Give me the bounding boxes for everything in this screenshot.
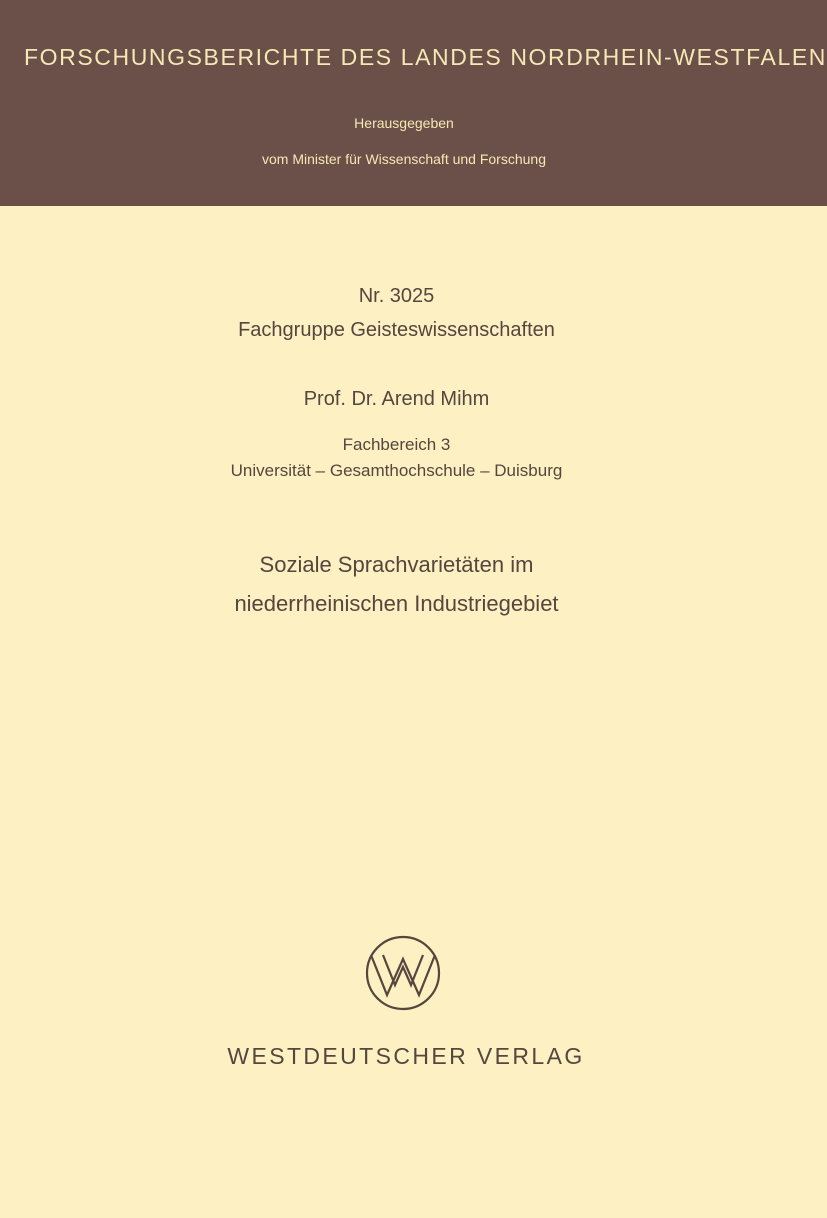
author-name: Prof. Dr. Arend Mihm	[303, 388, 490, 410]
book-title-line-2: niederrheinischen Industriegebiet	[234, 591, 559, 616]
series-banner	[0, 0, 827, 206]
series-title: FORSCHUNGSBERICHTE DES LANDES NORDRHEIN-WESTFALEN	[24, 44, 827, 70]
subject-group: Fachgruppe Geisteswissenschaften	[238, 319, 555, 341]
editor-label: Herausgegeben	[354, 115, 454, 131]
report-number: Nr. 3025	[358, 285, 435, 307]
editor-name: vom Minister für Wissenschaft und Forschung	[262, 151, 546, 167]
university: Universität – Gesamthochschule – Duisburg	[230, 461, 563, 480]
book-title-line-1: Soziale Sprachvarietäten im	[259, 552, 534, 577]
publisher-logo-icon	[363, 933, 443, 1013]
publisher-name: WESTDEUTSCHER VERLAG	[227, 1043, 585, 1069]
department: Fachbereich 3	[342, 435, 451, 454]
